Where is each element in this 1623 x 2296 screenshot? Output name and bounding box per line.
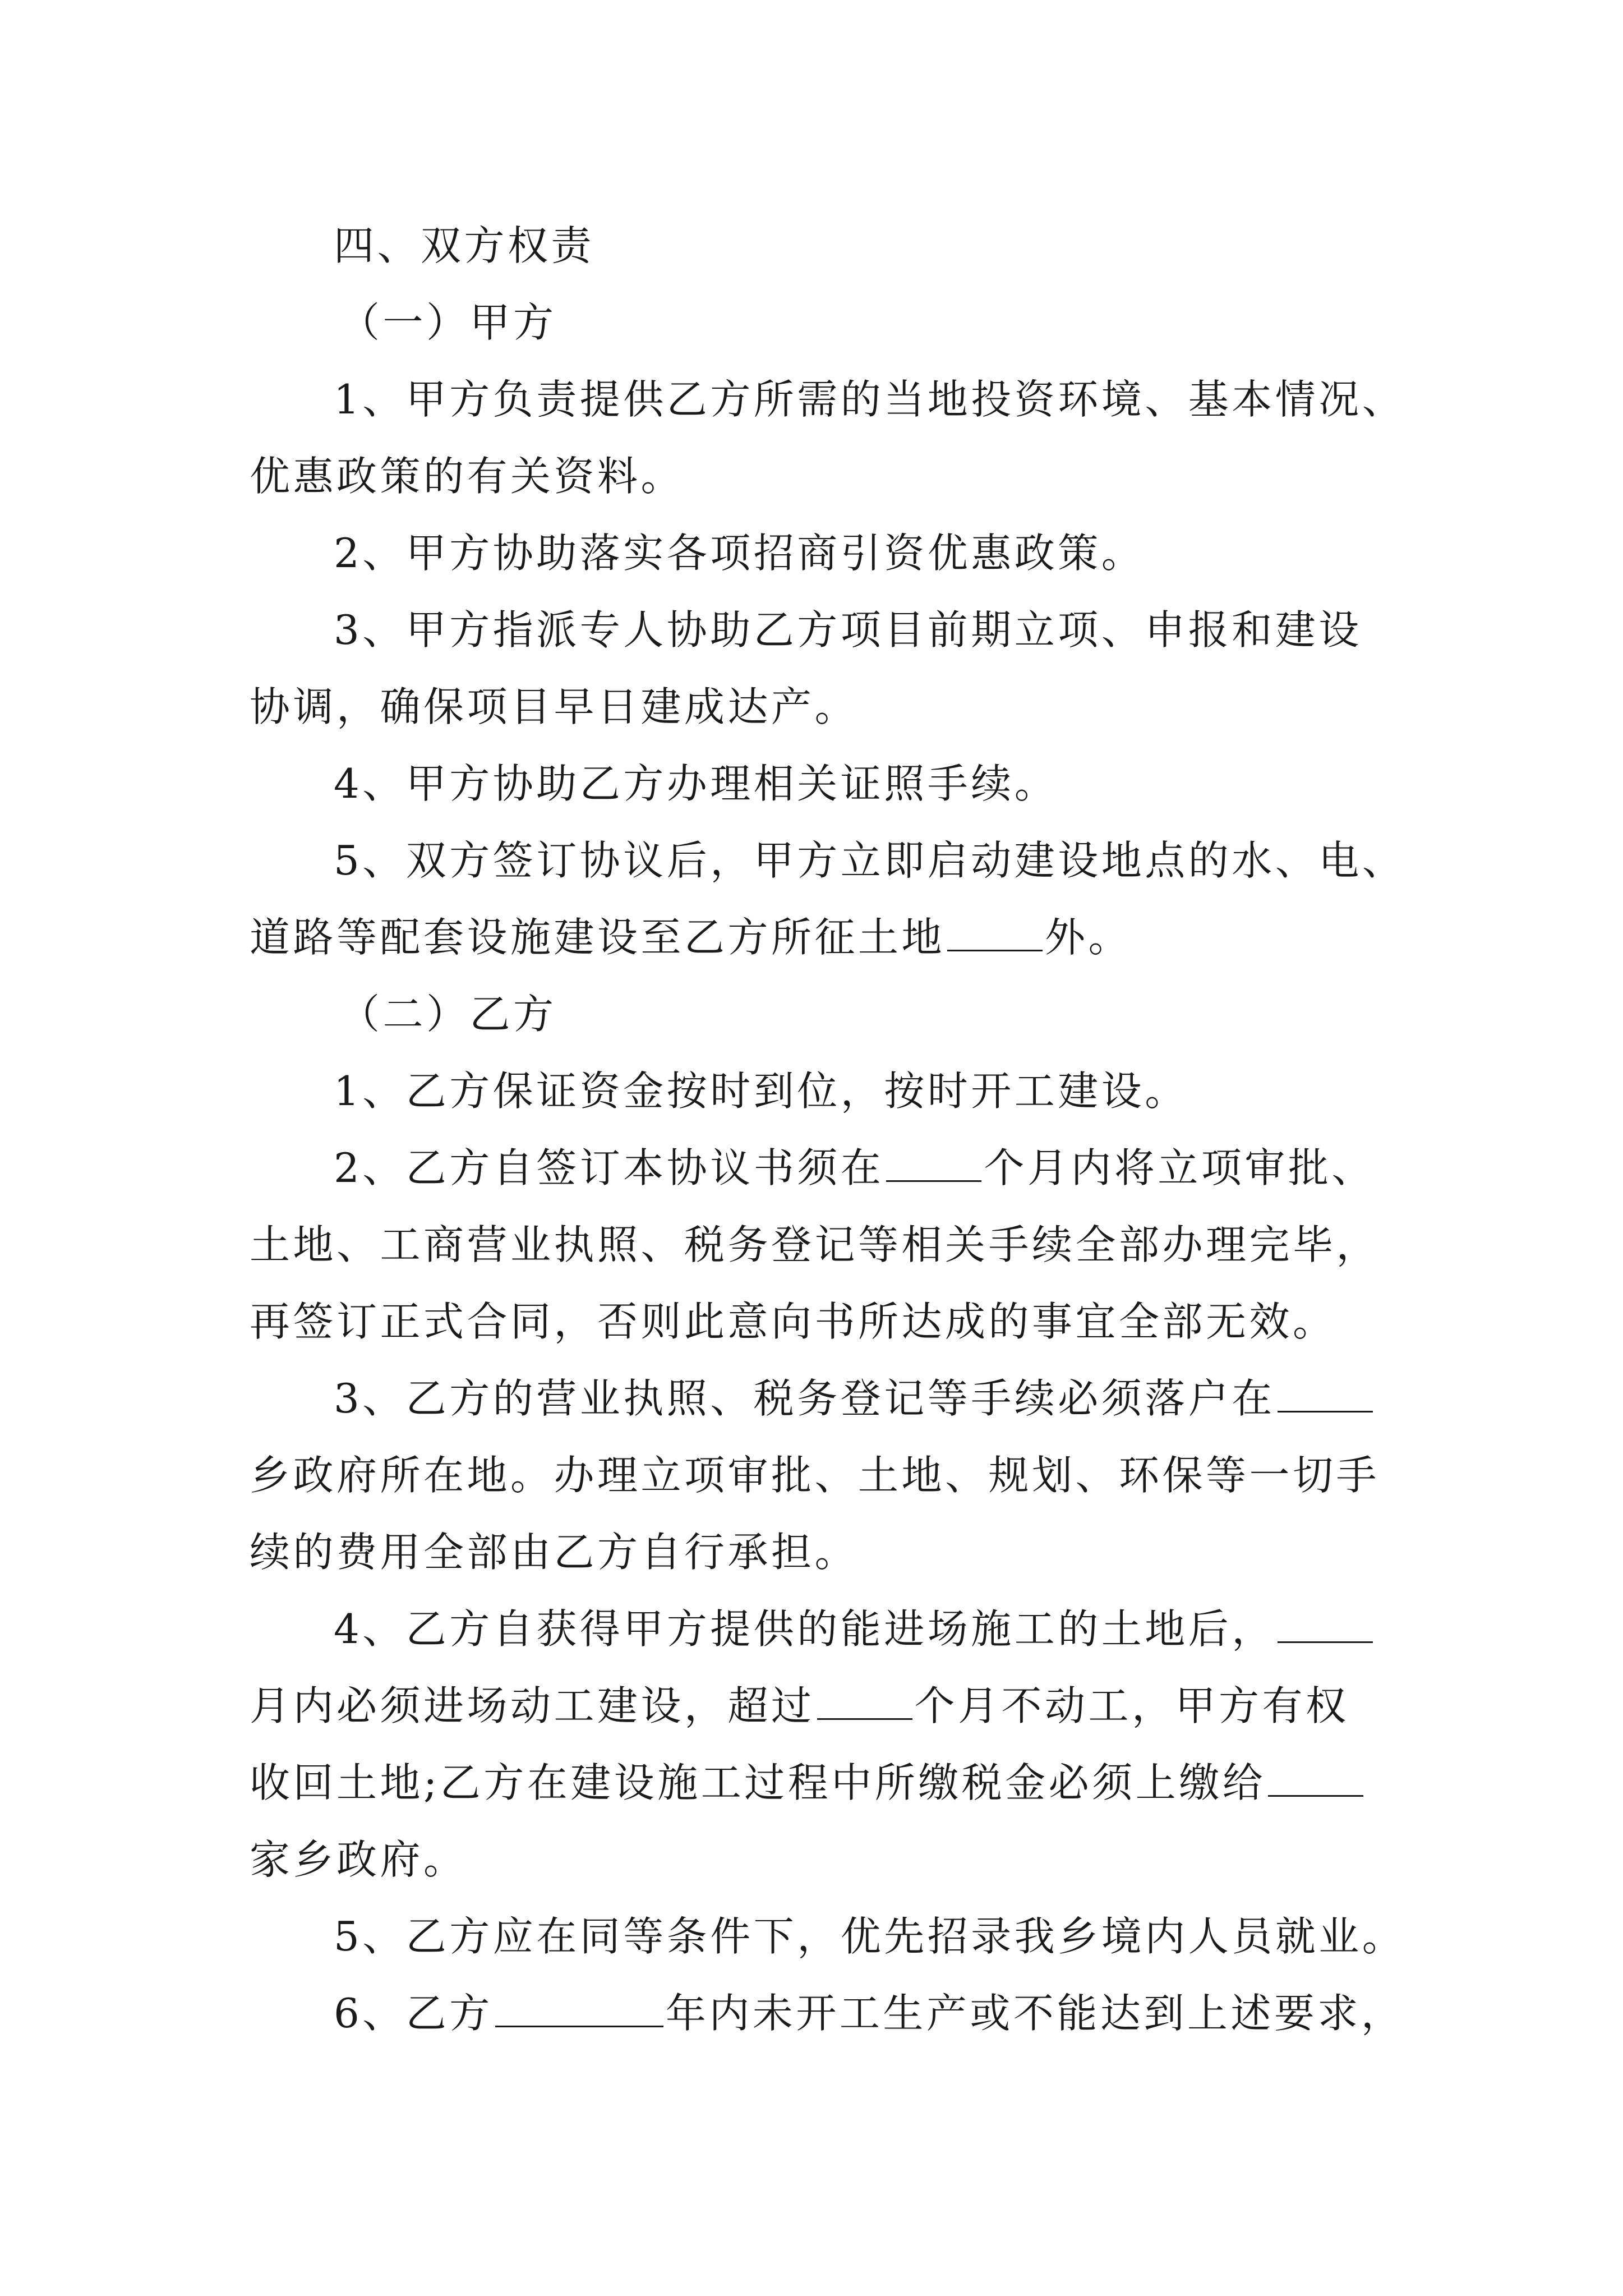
party-a-heading: （一）甲方 <box>339 299 557 346</box>
party-a-item-1-line-1: 1、甲方负责提供乙方所需的当地投资环境、基本情况、 <box>334 376 1406 423</box>
party-a-item-3-line-2: 协调，确保项目早日建成达产。 <box>250 683 859 730</box>
fill-in-blank[interactable] <box>1268 1761 1363 1797</box>
party-b-item-2-line-2: 土地、工商营业执照、税务登记等相关手续全部办理完毕， <box>250 1221 1380 1268</box>
fill-in-blank[interactable] <box>947 916 1043 951</box>
party-a-item-5-line-2 <box>250 899 1408 976</box>
fill-in-blank[interactable] <box>1278 1377 1373 1412</box>
text-segment: 3、乙方的营业执照、税务登记等手续必须落户在 <box>334 1375 1275 1422</box>
party-b-item-1-line-1: 1、乙方保证资金按时到位，按时开工建设。 <box>334 1068 1188 1115</box>
text-segment: 外。 <box>1045 914 1132 961</box>
text-segment: 月内必须进场动工建设，超过 <box>250 1682 815 1729</box>
party-a-item-4-line-1: 4、甲方协助乙方办理相关证照手续。 <box>334 760 1058 807</box>
party-a-item-3-line-1: 3、甲方指派专人协助乙方项目前期立项、申报和建设 <box>334 606 1362 654</box>
fill-in-blank[interactable] <box>886 1147 981 1182</box>
party-b-item-2-line-1 <box>250 1130 1408 1207</box>
party-b-item-5-line-1: 5、乙方应在同等条件下，优先招录我乡境内人员就业。 <box>334 1913 1406 1960</box>
party-b-item-4-line-4: 家乡政府。 <box>250 1836 467 1883</box>
text-segment: 个月内将立项审批、 <box>984 1144 1375 1191</box>
text-segment: 道路等配套设施建设至乙方所征土地 <box>250 914 946 961</box>
text-segment: 年内未开工生产或不能达到上述要求， <box>665 1990 1405 2037</box>
fill-in-blank[interactable] <box>1278 1608 1373 1643</box>
party-b-heading: （二）乙方 <box>339 991 557 1038</box>
fill-in-blank[interactable] <box>817 1685 912 1720</box>
party-b-item-3-line-3: 续的费用全部由乙方自行承担。 <box>250 1529 859 1576</box>
text-segment: 6、乙方 <box>334 1990 493 2037</box>
party-a-item-2-line-1: 2、甲方协助落实各项招商引资优惠政策。 <box>334 530 1145 577</box>
party-b-item-4-line-3 <box>250 1745 1408 1821</box>
party-a-item-5-line-1: 5、双方签订协议后，甲方立即启动建设地点的水、电、 <box>334 837 1406 884</box>
party-b-item-2-line-3: 再签订正式合同，否则此意向书所达成的事宜全部无效。 <box>250 1298 1336 1345</box>
party-b-item-3-line-1 <box>250 1360 1408 1437</box>
text-segment: 4、乙方自获得甲方提供的能进场施工的土地后， <box>334 1605 1275 1653</box>
text-segment: 个月不动工，甲方有权 <box>914 1682 1349 1729</box>
party-b-item-6-line-1 <box>250 1975 1408 2052</box>
text-segment: 2、乙方自签订本协议书须在 <box>334 1144 884 1191</box>
document-body <box>250 208 1408 2052</box>
party-a-item-1-line-2: 优惠政策的有关资料。 <box>250 453 685 500</box>
party-b-item-3-line-2: 乡政府所在地。办理立项审批、土地、规划、环保等一切手 <box>250 1452 1380 1499</box>
fill-in-blank[interactable] <box>495 1992 663 2027</box>
party-b-item-4-line-1 <box>250 1591 1408 1668</box>
section-heading: 四、双方权责 <box>334 222 595 269</box>
text-segment: 收回土地;乙方在建设施工过程中所缴税金必须上缴给 <box>250 1759 1266 1806</box>
party-b-item-4-line-2 <box>250 1668 1408 1745</box>
